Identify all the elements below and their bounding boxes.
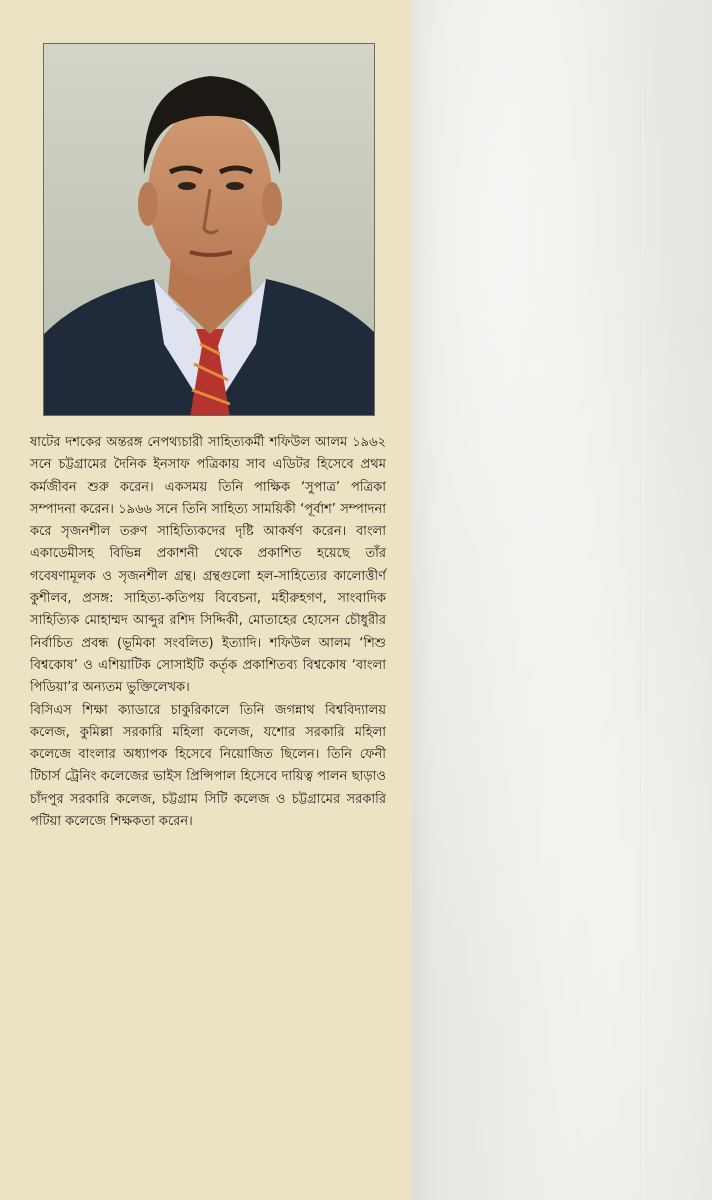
bio-paragraph-1: ষাটের দশকের অন্তরঙ্গ নেপথ্যচারী সাহিত্যকর্মী শফিউল আলম ১৯৬২ সনে চট্টগ্রামের দৈনিক ইনসাফ পত্রিকায় সাব এডিটর হিসেবে প্রথম কর্মজীবন শুরু করেন। একসময় তিনি পাক্ষিক ‘সুপাত্র’ পত্রিকা সম্পাদনা করেন। ১৯৬৬ সনে তিনি সাহিত্য সাময়িকী ‘পূর্বাশ’ সম্পাদনা করে সৃজনশীল তরুণ সাহিত্যিকদের দৃষ্টি আকর্ষণ করেন। বাংলা একাডেমীসহ বিভিন্ন প্রকাশনী থেকে প্রকাশিত হয়েছে তাঁর গবেষণামূলক ও সৃজনশীল গ্রন্থ। গ্রন্থগুলো হল-সাহিত্যের কালোত্তীর্ণ কুশীলব, প্রসঙ্গ: সাহিত্য-কতিপয় বিবেচনা, মহীরুহগণ, সাংবাদিক সাহিত্যিক মোহাম্মদ আব্দুর রশিদ সিদ্দিকী, মোতাহের হোসেন চৌধুরীর নির্বাচিত প্রবন্ধ (ভূমিকা সংবলিত) ইত্যাদি। শফিউল আলম ‘শিশু বিশ্বকোষ’ ও এশিয়াটিক সোসাইটি কর্তৃক প্রকাশিতব্য বিশ্বকোষ ‘বাংলা পিডিয়া’র অন্যতম ভুক্তিলেখক। <box>30 435 386 696</box>
bio-paragraph-2: বিসিএস শিক্ষা ক্যাডারে চাকুরিকালে তিনি জগন্নাথ বিশ্ববিদ্যালয় কলেজ, কুমিল্লা সরকারি মহিলা কলেজ, যশোর সরকারি মহিলা কলেজে বাংলার অধ্যাপক হিসেবে নিয়োজিত ছিলেন। তিনি ফেনী টিচার্স ট্রেনিং কলেজের ভাইস প্রিন্সিপাল হিসেবে দায়িত্ব পালন ছাড়াও চাঁদপুর সরকারি কলেজ, চট্টগ্রাম সিটি কলেজ ও চট্টগ্রামের সরকারি পটিয়া কলেজে শিক্ষকতা করেন। <box>30 702 386 830</box>
page-fold <box>640 0 642 1200</box>
blank-page <box>412 0 712 1200</box>
author-bio <box>30 432 386 833</box>
author-portrait-icon <box>44 44 375 416</box>
author-photo <box>43 43 375 416</box>
